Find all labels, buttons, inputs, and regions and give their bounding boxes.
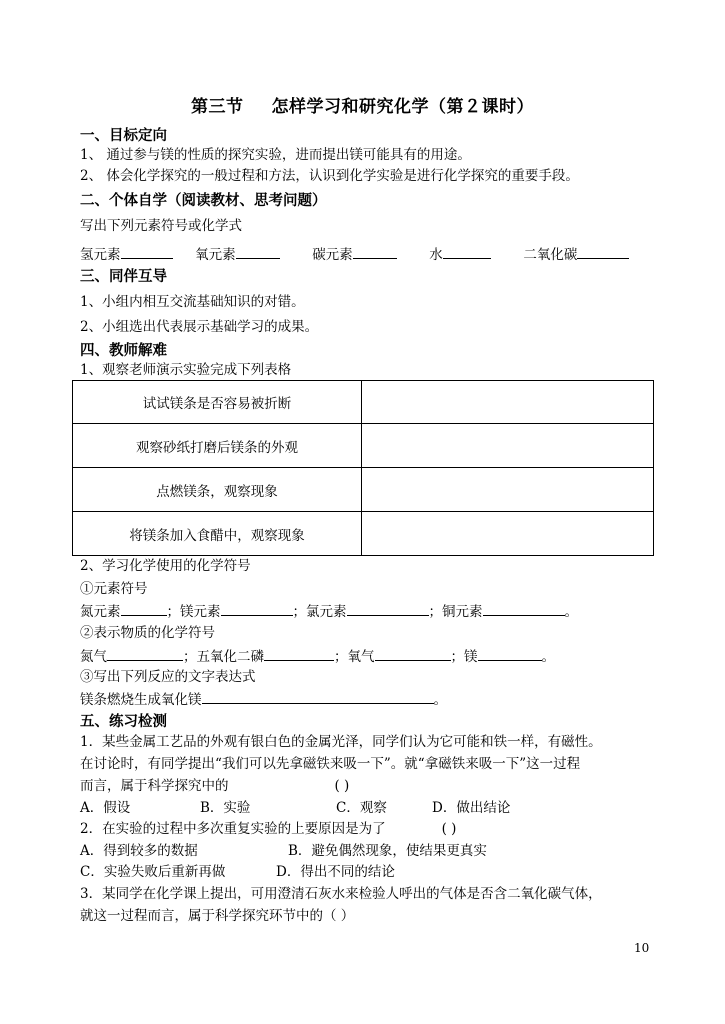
table-cell-answer[interactable]	[362, 512, 654, 556]
table-cell-answer[interactable]	[362, 468, 654, 512]
field-label: 铜元素	[442, 604, 483, 620]
field-label: 氧元素	[195, 247, 236, 263]
field-label: 氢元素	[80, 247, 121, 263]
table-row	[73, 468, 654, 512]
separator: ；	[428, 604, 442, 620]
section-number: 第三节	[191, 97, 244, 117]
self-study-prompt: 写出下列元素符号或化学式	[80, 218, 242, 234]
table-row	[73, 424, 654, 468]
field-label: 五氧化二磷	[196, 649, 264, 665]
period: 。	[433, 692, 447, 708]
heading-peer-guidance: 三、同伴互导	[80, 268, 167, 285]
option[interactable]: A．假设	[80, 800, 131, 816]
answer-blank[interactable]	[121, 601, 167, 616]
q1-text-row	[80, 777, 349, 795]
option[interactable]: D．得出不同的结论	[276, 864, 395, 880]
answer-blank[interactable]	[478, 646, 542, 661]
table-cell-task: 试试镁条是否容易被折断	[73, 381, 362, 424]
field-label: 氯元素	[306, 604, 347, 620]
answer-blank[interactable]	[221, 601, 293, 616]
separator: ；	[292, 604, 306, 620]
table-cell-answer[interactable]	[362, 381, 654, 424]
field-label: 镁	[464, 649, 478, 665]
heading-teacher: 四、教师解难	[80, 342, 167, 359]
page-title	[0, 92, 725, 117]
option[interactable]: C．实验失败后重新再做	[80, 864, 226, 880]
q2-text-row	[80, 820, 456, 838]
table-cell-task: 观察砂纸打磨后镁条的外观	[73, 424, 362, 468]
answer-blank[interactable]	[121, 244, 173, 259]
field-label: 水	[429, 247, 443, 263]
answer-paren[interactable]: ( )	[334, 778, 350, 794]
substance-fill-row	[80, 646, 555, 666]
q1-options	[80, 799, 510, 817]
q2-text: 2．在实验的过程中多次重复实验的上要原因是为了	[80, 821, 386, 837]
observation-table	[72, 380, 654, 556]
answer-blank[interactable]	[107, 646, 183, 661]
q3-text: 3．某同学在化学课上提出，可用澄清石灰水来检验人呼出的气体是否含二氧化碳气体，	[80, 886, 602, 902]
symbol-fill-row	[80, 244, 629, 264]
option[interactable]: A．得到较多的数据	[80, 843, 198, 859]
answer-blank[interactable]	[443, 244, 491, 259]
lesson-title: 怎样学习和研究化学（第２课时）	[271, 97, 534, 117]
field-label: 氮元素	[80, 604, 121, 620]
sub-element-symbols: ①元素符号	[80, 581, 148, 597]
field-label: 氮气	[80, 649, 107, 665]
goal-item: 2、 体会化学探究的一般过程和方法，认识到化学实验是进行化学探究的重要手段。	[80, 168, 579, 184]
table-cell-task: 将镁条加入食醋中，观察现象	[73, 512, 362, 556]
separator: ；	[450, 649, 464, 665]
sub-substance-symbols: ②表示物质的化学符号	[80, 625, 215, 641]
answer-blank[interactable]	[577, 244, 629, 259]
period: 。	[541, 649, 555, 665]
question-observe: 1、观察老师演示实验完成下列表格	[80, 362, 292, 378]
option[interactable]: B．实验	[200, 800, 251, 816]
q1-text: 而言，属于科学探究中的	[80, 778, 229, 794]
option[interactable]: D．做出结论	[432, 800, 511, 816]
answer-blank[interactable]	[202, 689, 434, 704]
q1-text: 在讨论时，有同学提出“我们可以先拿磁铁来吸一下”。就“拿磁铁来吸一下”这一过程	[80, 756, 581, 772]
element-fill-row	[80, 601, 578, 621]
period: 。	[564, 604, 578, 620]
field-label: 镁条燃烧生成氧化镁	[80, 692, 202, 708]
separator: ；	[166, 604, 180, 620]
answer-blank[interactable]	[353, 244, 397, 259]
field-label: 氧气	[347, 649, 375, 665]
table-row	[73, 381, 654, 424]
q3-text: 就这一过程而言，属于科学探究环节中的（ ）	[80, 908, 355, 924]
peer-item: 1、小组内相互交流基础知识的对错。	[80, 294, 305, 310]
q2-options	[80, 863, 395, 881]
heading-practice: 五、练习检测	[80, 713, 167, 730]
reaction-fill-row	[80, 689, 447, 709]
field-label: 碳元素	[312, 247, 353, 263]
heading-self-study: 二、个体自学（阅读教材、思考问题）	[80, 192, 327, 209]
peer-item: 2、小组选出代表展示基础学习的成果。	[80, 319, 319, 335]
separator: ；	[183, 649, 197, 665]
answer-paren[interactable]: ( )	[441, 821, 457, 837]
sub-reaction: ③写出下列反应的文字表达式	[80, 669, 256, 685]
page-number: 10	[634, 941, 650, 955]
question-symbols: 2、学习化学使用的化学符号	[80, 558, 251, 574]
answer-blank[interactable]	[347, 601, 429, 616]
option[interactable]: B．避免偶然现象，使结果更真实	[288, 843, 487, 859]
heading-goals: 一、目标定向	[80, 127, 167, 144]
field-label: 镁元素	[180, 604, 221, 620]
field-label: 二氧化碳	[523, 247, 578, 263]
table-cell-answer[interactable]	[362, 424, 654, 468]
q2-options	[80, 842, 487, 860]
answer-blank[interactable]	[483, 601, 565, 616]
q1-text: 1．某些金属工艺品的外观有银白色的金属光泽，同学们认为它可能和铁一样，有磁性。	[80, 734, 602, 750]
separator: ；	[334, 649, 348, 665]
answer-blank[interactable]	[264, 646, 334, 661]
answer-blank[interactable]	[236, 244, 280, 259]
goal-item: 1、 通过参与镁的性质的探究实验，进而提出镁可能具有的用途。	[80, 147, 471, 163]
table-cell-task: 点燃镁条，观察现象	[73, 468, 362, 512]
option[interactable]: C．观察	[336, 800, 387, 816]
answer-blank[interactable]	[375, 646, 451, 661]
table-row	[73, 512, 654, 556]
